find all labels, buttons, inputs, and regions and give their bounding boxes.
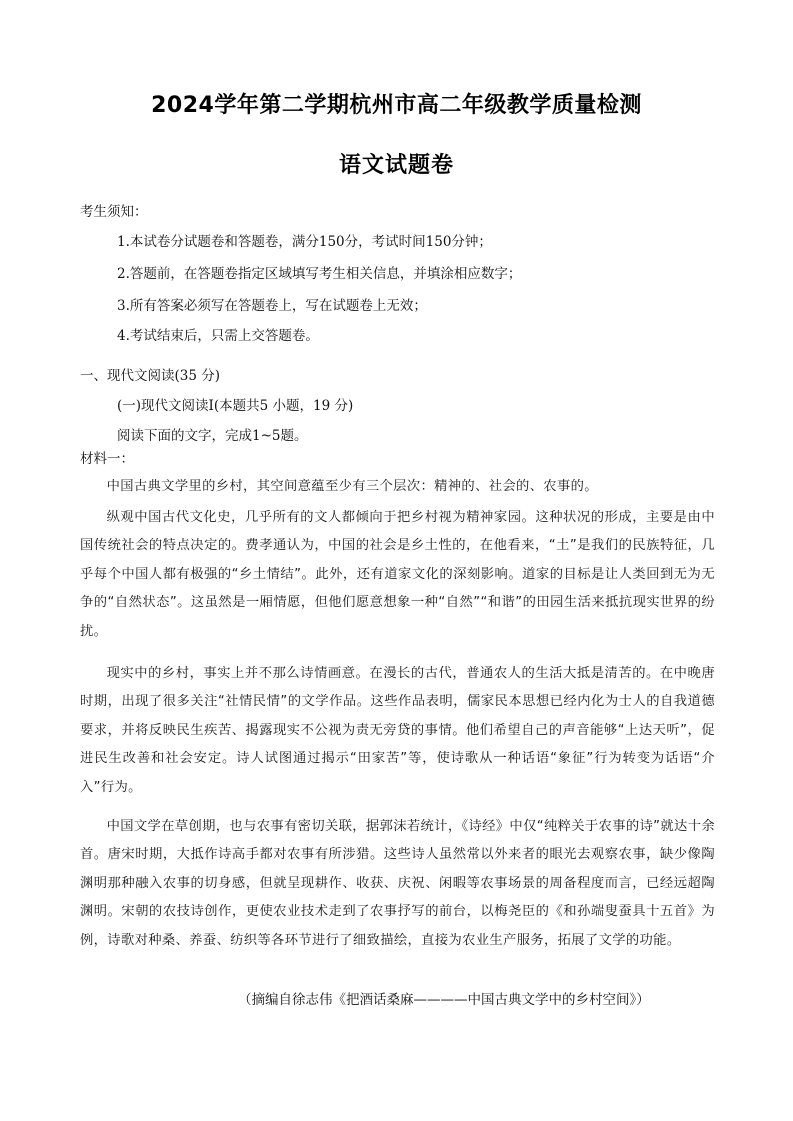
- material-paragraph: 纵观中国古代文化史，几乎所有的文人都倾向于把乡村视为精神家园。这种状况的形成，主要是由中国传统社会的特点决定的。费孝通认为，中国的社会是乡土性的，在他看来，“土”是我们的民族特征，几乎每个中国人都有极强的“乡土情结”。此外，还有道家文化的深刻影响。道家的目标是让人类回到无为无争的“自然状态”。这虽然是一厢情愿，但他们愿意想象一种“自然”“和谐”的田园生活来抵抗现实世界的纷扰。: [80, 510, 715, 639]
- material-paragraph: 中国文学在草创期，也与农事有密切关联，据郭沫若统计，《诗经》中仅“纯粹关于农事的诗”就达十余首。唐宋时期，大抵作诗高手都对农事有所涉猎。这些诗人虽然常以外来者的眼光去观察农事，缺少像陶渊明那种融入农事的切身感，但就呈现耕作、收获、庆祝、闲暇等农事场景的周备程度而言，已经远超陶渊明。宋朝的农技诗创作，更使农业技术走到了农事抒写的前台，以梅尧臣的《和孙端叟蚕具十五首》为例，诗歌对种桑、养蚕、纺织等各环节进行了细致描绘，直接为农业生产服务，拓展了文学的功能。: [80, 819, 715, 948]
- notice-heading: 考生须知：: [80, 204, 148, 220]
- notice-item: 1.本试卷分试题卷和答题卷，满分150分，考试时间150分钟；: [117, 234, 492, 250]
- material-source: （摘编自徐志伟《把酒话桑麻————中国古典文学中的乡村空间》）: [238, 992, 650, 1008]
- notice-item: 3.所有答案必须写在答题卷上，写在试题卷上无效；: [117, 298, 427, 314]
- subsection-heading: (一)现代文阅读Ⅰ(本题共5 小题，19 分): [117, 398, 354, 414]
- material-paragraph: 现实中的乡村，事实上并不那么诗情画意。在漫长的古代，普通农人的生活大抵是清苦的。在中晚唐时期，出现了很多关注“社情民情”的文学作品。这些作品表明，儒家民本思想已经内化为士人的自我道德要求，并将反映民生疾苦、揭露现实不公视为责无旁贷的事情。他们希望自己的声音能够“上达天听”，促进民生改善和社会安定。诗人试图通过揭示“田家苦”等，使诗歌从一种话语“象征”行为转变为话语“介入”行为。: [80, 666, 715, 795]
- notice-item: 2.答题前，在答题卷指定区域填写考生相关信息，并填涂相应数字；: [117, 266, 522, 282]
- notice-item: 4.考试结束后，只需上交答题卷。: [117, 328, 319, 344]
- exam-subtitle: 语文试题卷: [338, 153, 454, 178]
- reading-instruction: 阅读下面的文字，完成1~5题。: [117, 428, 308, 444]
- exam-title: 2024学年第二学期杭州市高二年级教学质量检测: [151, 93, 642, 118]
- material-paragraph: 中国古典文学里的乡村，其空间意蕴至少有三个层次：精神的、社会的、农事的。: [106, 479, 598, 494]
- section-heading: 一、现代文阅读(35 分): [80, 368, 221, 384]
- material-label: 材料一：: [80, 451, 134, 467]
